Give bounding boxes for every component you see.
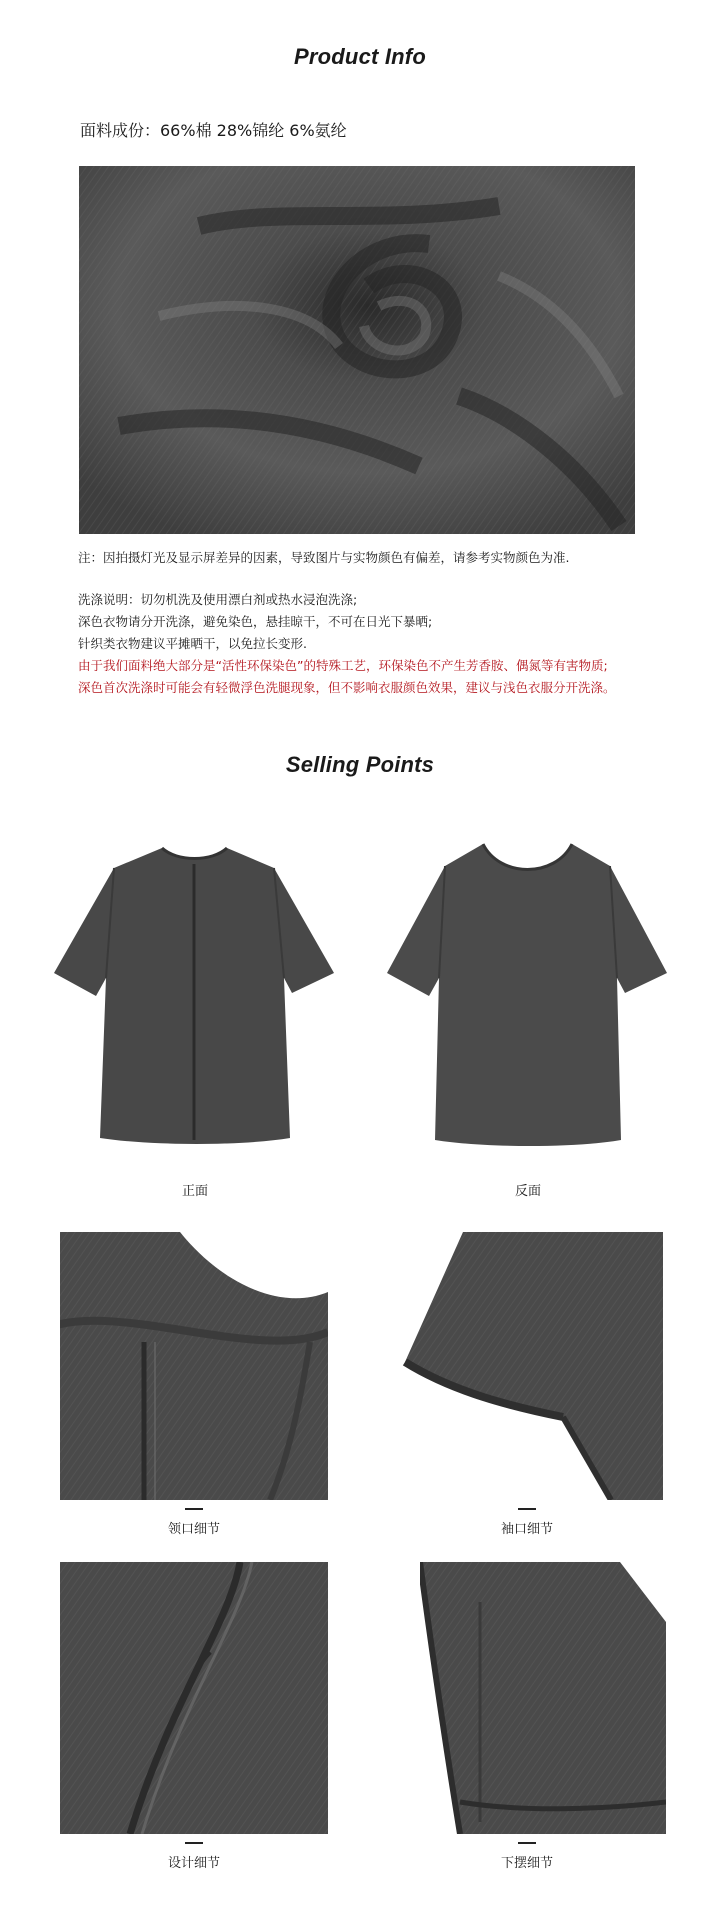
- sleeve-dash: [518, 1508, 536, 1510]
- hem-detail-photo: [420, 1562, 666, 1834]
- front-shirt-photo: [52, 828, 337, 1158]
- wash-line-1: 洗涤说明：切勿机洗及使用漂白剂或热水浸泡洗涤;: [78, 592, 358, 607]
- hem-dash: [518, 1842, 536, 1844]
- collar-label: 领口细节: [167, 1522, 220, 1537]
- back-label: 反面: [514, 1184, 541, 1199]
- wash-line-3: 针织类衣物建议平摊晒干，以免拉长变形.: [78, 636, 307, 651]
- wash-line-2: 深色衣物请分开洗涤，避免染色，悬挂晾干，不可在日光下暴晒;: [78, 614, 433, 629]
- design-dash: [185, 1842, 203, 1844]
- photo-color-note: 注：因拍摄灯光及显示屏差异的因素，导致图片与实物颜色有偏差，请参考实物颜色为准.: [78, 550, 570, 565]
- design-detail-photo: [60, 1562, 328, 1834]
- front-label: 正面: [181, 1184, 208, 1199]
- warning-line-1: 由于我们面料绝大部分是“活性环保染色”的特殊工艺，环保染色不产生芳香胺、偶氮等有害物质;: [78, 658, 608, 673]
- collar-dash: [185, 1508, 203, 1510]
- sleeve-label: 袖口细节: [500, 1522, 553, 1537]
- warning-line-2: 深色首次洗涤时可能会有轻微浮色洗腿现象，但不影响衣服颜色效果，建议与浅色衣服分开洗涤。: [78, 680, 616, 695]
- fabric-composition: 面料成份：66%棉 28%锦纶 6%氨纶: [80, 121, 347, 140]
- sleeve-detail-photo: [393, 1232, 663, 1500]
- product-info-heading: Product Info: [294, 44, 426, 69]
- fabric-swirl-photo: [79, 166, 635, 534]
- selling-points-heading: Selling Points: [285, 752, 435, 777]
- hem-label: 下摆细节: [500, 1856, 553, 1871]
- back-shirt-photo: [385, 828, 670, 1158]
- design-label: 设计细节: [167, 1856, 220, 1871]
- collar-detail-photo: [60, 1232, 328, 1500]
